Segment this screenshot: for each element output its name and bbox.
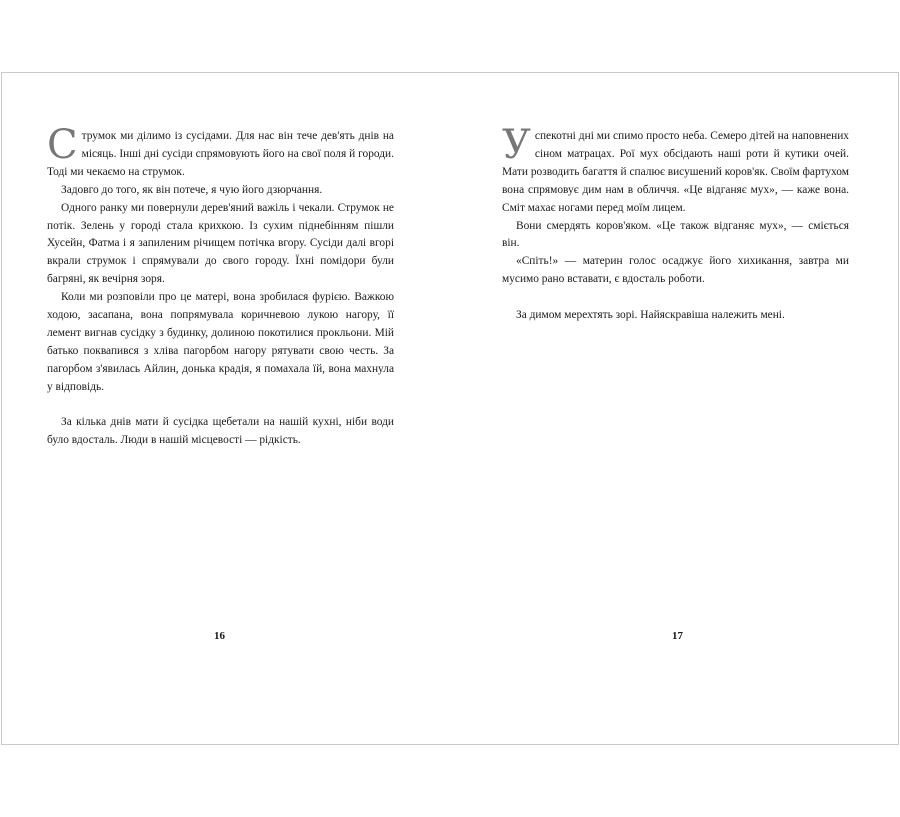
paragraph: «Спіть!» — материн голос осаджує його хихикання, завтра ми мусимо рано вставати, є вдосталь роботи. <box>502 255 849 286</box>
dropcap: С <box>47 122 78 168</box>
paragraph: За кілька днів мати й сусідка щебетали на нашій кухні, ніби води було вдосталь. Люди в нашій місцевості — рідкість. <box>47 416 394 447</box>
paragraph: Вони смердять коров'яком. «Це також відганяє мух», — сміється він. <box>502 219 849 250</box>
paragraph-text: трумок ми ділимо із сусідами. Для нас він тече дев'ять днів на місяць. Інші дні сусіди спрямовують його на свої поля й городи. Тоді ми чекаємо на струмок. <box>47 130 394 178</box>
paragraph: Коли ми розповіли про це матері, вона зробилася фурією. Важкою ходою, засапана, вона попрямувала коричневою лукою нагору, її лемент вигнав сусідку з будинку, долиною покотилися прокльони. Мій батько поквапився з хліва пагорбом нагору рятувати свою честь. За пагорбом з'явилась Айлин, донька крадія, я помахала їй, вона махнула у відповідь. <box>47 291 394 393</box>
page-number: 16 <box>214 630 225 642</box>
page-number: 17 <box>672 630 683 642</box>
paragraph <box>502 122 849 218</box>
paragraph: Задовго до того, як він потече, я чую його дзюрчання. <box>61 183 323 196</box>
dropcap: У <box>502 122 531 168</box>
paragraph-text: спекотні дні ми спимо просто неба. Семеро дітей на наповнених сіном матрацах. Рої мух обсідають наші роти й кутики очей. Мати розводить багаття й спалює висушений коров'як. Своїм фартухом вона спрямовує дим нам в обличчя. «Це відганяє мух», — каже вона. Сміт махає ногами перед моїм лицем. <box>502 130 849 214</box>
paragraph <box>47 122 394 182</box>
paragraph: За димом мерехтять зорі. Найяскравіша належить мені. <box>516 309 785 322</box>
paragraph: Одного ранку ми повернули дерев'яний важіль і чекали. Струмок не потік. Зелень у городі стала крихкою. Із сухим піднебінням пішли Хусейн, Фатма і я запиленим річищем потічка вгору. Сусіди далі вгорі вкрали струмок і спрямували до свого городу. Їхні помідори були багряні, як вечірня зоря. <box>47 201 394 286</box>
left-page-text <box>47 122 394 450</box>
right-page-text <box>502 122 849 325</box>
